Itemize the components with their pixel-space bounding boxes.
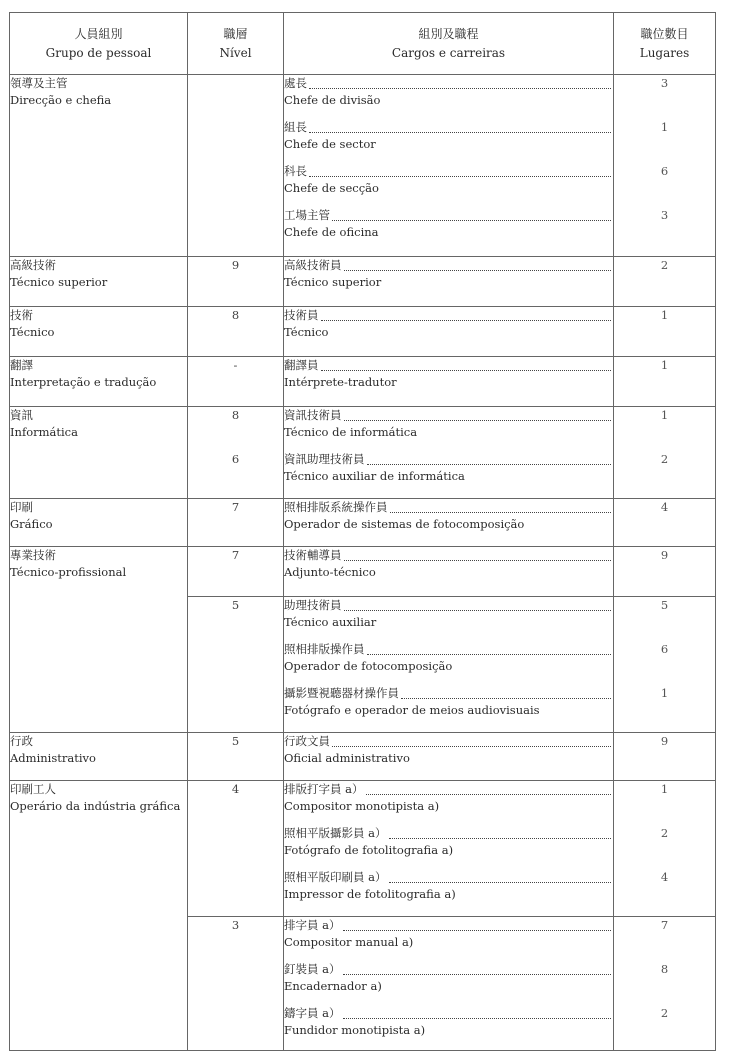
header-level-pt: Nível <box>219 45 252 60</box>
dot-leader <box>309 132 611 133</box>
post-name-cn: 處長 <box>284 76 307 90</box>
dot-leader <box>401 698 611 699</box>
group-cell <box>10 357 188 407</box>
post-entry <box>284 685 613 729</box>
post-name-cn: 照相平版攝影員 a） <box>284 826 387 840</box>
dot-leader <box>389 838 611 839</box>
posts-cell <box>284 407 614 499</box>
places-value: 1 <box>660 308 669 322</box>
post-name-pt: Chefe de divisão <box>284 92 381 107</box>
places-cell <box>614 307 716 357</box>
group-cell <box>10 257 188 307</box>
table-row <box>10 357 716 407</box>
dot-leader <box>343 1018 611 1019</box>
post-name-pt: Técnico auxiliar <box>284 614 377 629</box>
group-cell <box>10 499 188 547</box>
group-cell <box>10 75 188 257</box>
places-value: 2 <box>660 826 669 840</box>
places-cell <box>614 547 716 597</box>
table-row <box>10 75 716 257</box>
dot-leader <box>343 974 611 975</box>
places-value: 5 <box>660 598 669 612</box>
post-entry <box>284 917 613 961</box>
post-name-cn: 組長 <box>284 120 307 134</box>
places-value: 7 <box>660 918 669 932</box>
dot-leader <box>332 220 611 221</box>
level-cell: 4 <box>188 781 284 917</box>
dot-leader <box>389 882 611 883</box>
post-name-cn: 排版打字員 a） <box>284 782 364 796</box>
dot-leader <box>332 746 611 747</box>
places-value: 6 <box>660 164 669 178</box>
post-name-cn: 助理技術員 <box>284 598 342 612</box>
group-name-pt: Direcção e chefia <box>10 92 112 107</box>
post-name-pt: Fotógrafo de fotolitografia a) <box>284 842 454 857</box>
group-name-cn: 專業技術 <box>10 548 56 562</box>
group-name-cn: 領導及主管 <box>10 76 68 90</box>
places-cell <box>614 407 716 499</box>
places-cell <box>614 917 716 1051</box>
post-name-cn: 攝影暨視聽器材操作員 <box>284 686 399 700</box>
header-level-cn: 職層 <box>223 26 248 41</box>
places-cell <box>614 781 716 917</box>
post-name-cn: 工場主管 <box>284 208 330 222</box>
group-name-pt: Gráfico <box>10 516 53 531</box>
group-name-pt: Técnico superior <box>10 274 108 289</box>
dot-leader <box>344 560 612 561</box>
post-name-cn: 排字員 a） <box>284 918 341 932</box>
group-name-pt: Técnico-profissional <box>10 564 127 579</box>
group-name-pt: Informática <box>10 424 78 439</box>
table-row <box>10 257 716 307</box>
group-cell <box>10 307 188 357</box>
dot-leader <box>344 610 612 611</box>
places-value: 3 <box>660 208 669 222</box>
level-cell <box>188 407 284 499</box>
places-value: 4 <box>660 870 669 884</box>
posts-cell <box>284 547 614 597</box>
table-row <box>10 733 716 781</box>
level-cell: 8 <box>188 307 284 357</box>
post-name-pt: Fundidor monotipista a) <box>284 1022 426 1037</box>
header-places-pt: Lugares <box>639 45 690 60</box>
post-name-pt: Chefe de sector <box>284 136 376 151</box>
places-cell <box>614 499 716 547</box>
post-name-pt: Técnico <box>284 324 329 339</box>
group-name-cn: 高級技術 <box>10 258 56 272</box>
header-places <box>614 13 716 75</box>
posts-cell <box>284 257 614 307</box>
post-name-pt: Oficial administrativo <box>284 750 410 765</box>
level-value: 8 <box>231 408 240 422</box>
places-cell <box>614 733 716 781</box>
dot-leader <box>366 794 611 795</box>
places-value: 9 <box>660 734 669 748</box>
post-name-cn: 行政文員 <box>284 734 330 748</box>
dot-leader <box>309 88 611 89</box>
places-value: 8 <box>660 962 669 976</box>
places-value: 3 <box>660 76 669 90</box>
post-entry <box>284 75 613 119</box>
post-name-cn: 技術員 <box>284 308 319 322</box>
group-name-cn: 技術 <box>10 308 33 322</box>
post-entry <box>284 869 613 913</box>
post-entry <box>284 961 613 1005</box>
level-cell <box>188 75 284 257</box>
post-name-pt: Técnico superior <box>284 274 382 289</box>
places-cell <box>614 597 716 733</box>
dot-leader <box>390 512 612 513</box>
post-name-pt: Fotógrafo e operador de meios audiovisuais <box>284 702 540 717</box>
places-cell <box>614 75 716 257</box>
post-name-cn: 照相排版系統操作員 <box>284 500 388 514</box>
post-name-cn: 資訊助理技術員 <box>284 452 365 466</box>
post-name-cn: 科長 <box>284 164 307 178</box>
group-name-pt: Interpretação e tradução <box>10 374 157 389</box>
post-name-pt: Compositor monotipista a) <box>284 798 440 813</box>
post-entry <box>284 781 613 825</box>
dot-leader <box>343 930 611 931</box>
post-entry <box>284 307 613 351</box>
post-entry <box>284 119 613 163</box>
post-entry <box>284 207 613 251</box>
post-entry <box>284 825 613 869</box>
places-cell <box>614 257 716 307</box>
group-name-cn: 行政 <box>10 734 33 748</box>
dot-leader <box>344 420 612 421</box>
group-cell <box>10 547 188 733</box>
group-name-cn: 印刷工人 <box>10 782 56 796</box>
places-value: 2 <box>660 452 669 466</box>
table-row <box>10 307 716 357</box>
posts-cell <box>284 917 614 1051</box>
post-name-cn: 釘裝員 a） <box>284 962 341 976</box>
posts-cell <box>284 357 614 407</box>
group-name-cn: 印刷 <box>10 500 33 514</box>
post-name-cn: 翻譯員 <box>284 358 319 372</box>
post-name-pt: Impressor de fotolitografia a) <box>284 886 456 901</box>
post-name-pt: Técnico de informática <box>284 424 418 439</box>
level-cell: 9 <box>188 257 284 307</box>
table-row <box>10 407 716 499</box>
post-entry <box>284 499 613 543</box>
dot-leader <box>367 654 612 655</box>
post-name-pt: Chefe de secção <box>284 180 379 195</box>
header-row <box>10 13 716 75</box>
places-value: 1 <box>660 686 669 700</box>
level-cell: 7 <box>188 499 284 547</box>
post-name-pt: Chefe de oficina <box>284 224 379 239</box>
post-entry <box>284 641 613 685</box>
level-cell: - <box>188 357 284 407</box>
post-entry <box>284 547 613 591</box>
places-value: 1 <box>660 358 669 372</box>
post-name-pt: Operador de fotocomposição <box>284 658 453 673</box>
group-name-pt: Administrativo <box>10 750 96 765</box>
post-entry <box>284 451 613 495</box>
places-value: 4 <box>660 500 669 514</box>
post-name-cn: 鑄字員 a） <box>284 1006 341 1020</box>
places-cell <box>614 357 716 407</box>
post-entry <box>284 597 613 641</box>
header-posts-pt: Cargos e carreiras <box>391 45 506 60</box>
level-value: 6 <box>231 452 240 466</box>
dot-leader <box>321 370 612 371</box>
post-name-cn: 照相平版印刷員 a） <box>284 870 387 884</box>
post-entry <box>284 733 613 777</box>
post-entry <box>284 257 613 301</box>
posts-cell <box>284 733 614 781</box>
post-name-cn: 技術輔導員 <box>284 548 342 562</box>
post-name-pt: Encadernador a) <box>284 978 382 993</box>
header-places-cn: 職位數目 <box>640 26 689 41</box>
header-level <box>188 13 284 75</box>
group-cell <box>10 781 188 1051</box>
level-cell: 5 <box>188 733 284 781</box>
post-name-pt: Adjunto-técnico <box>284 564 376 579</box>
level-cell: 7 <box>188 547 284 597</box>
header-posts <box>284 13 614 75</box>
places-value: 2 <box>660 1006 669 1020</box>
post-entry <box>284 163 613 207</box>
places-value: 2 <box>660 258 669 272</box>
post-name-cn: 資訊技術員 <box>284 408 342 422</box>
post-entry <box>284 407 613 451</box>
table-row <box>10 781 716 917</box>
places-value: 9 <box>660 548 669 562</box>
post-name-pt: Operador de sistemas de fotocomposição <box>284 516 525 531</box>
staffing-table <box>9 12 716 1051</box>
table-row <box>10 547 716 597</box>
header-group-pt: Grupo de pessoal <box>45 45 152 60</box>
post-name-pt: Técnico auxiliar de informática <box>284 468 465 483</box>
group-cell <box>10 407 188 499</box>
table-row <box>10 499 716 547</box>
group-name-cn: 翻譯 <box>10 358 33 372</box>
group-name-pt: Operário da indústria gráfica <box>10 798 181 813</box>
places-value: 1 <box>660 120 669 134</box>
group-name-cn: 資訊 <box>10 408 33 422</box>
places-value: 1 <box>660 408 669 422</box>
dot-leader <box>321 320 612 321</box>
places-value: 1 <box>660 782 669 796</box>
post-name-pt: Intérprete-tradutor <box>284 374 397 389</box>
dot-leader <box>309 176 611 177</box>
posts-cell <box>284 307 614 357</box>
dot-leader <box>367 464 612 465</box>
level-cell: 5 <box>188 597 284 733</box>
post-name-cn: 高級技術員 <box>284 258 342 272</box>
posts-cell <box>284 499 614 547</box>
group-cell <box>10 733 188 781</box>
posts-cell <box>284 781 614 917</box>
header-group-cn: 人員組別 <box>74 26 123 41</box>
post-name-cn: 照相排版操作員 <box>284 642 365 656</box>
post-entry <box>284 1005 613 1049</box>
header-posts-cn: 組別及職程 <box>418 26 479 41</box>
post-entry <box>284 357 613 401</box>
group-name-pt: Técnico <box>10 324 55 339</box>
post-name-pt: Compositor manual a) <box>284 934 414 949</box>
posts-cell <box>284 597 614 733</box>
level-cell: 3 <box>188 917 284 1051</box>
dot-leader <box>344 270 612 271</box>
posts-cell <box>284 75 614 257</box>
places-value: 6 <box>660 642 669 656</box>
header-group <box>10 13 188 75</box>
